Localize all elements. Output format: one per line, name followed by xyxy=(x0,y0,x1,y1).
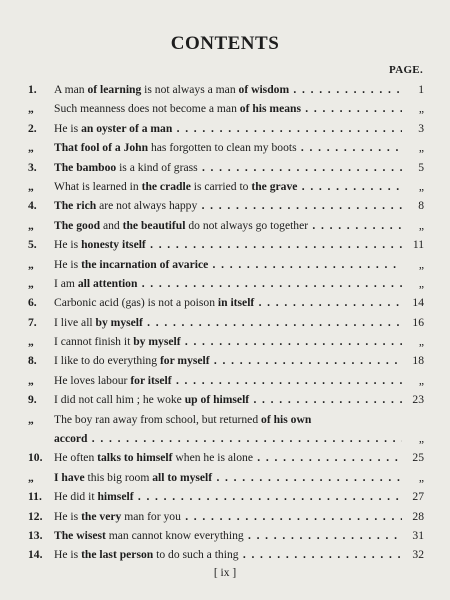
entry-emphasis: for itself xyxy=(130,373,172,387)
entry-segment: to do such a thing xyxy=(153,548,239,562)
entry-segment: I like to do everything xyxy=(54,354,160,368)
entry-page-number: 18 xyxy=(412,354,424,368)
entry-page-number: 14 xyxy=(412,296,424,310)
entry-page-number: „ xyxy=(418,257,424,271)
entry-number: 3. xyxy=(28,160,37,174)
entry-emphasis: the incarnation of avarice xyxy=(81,257,209,271)
entry-text xyxy=(54,177,402,196)
entry-page-number: „ xyxy=(418,141,424,155)
entry-page-number: 3 xyxy=(418,121,424,135)
toc-entry xyxy=(28,371,424,390)
entry-segment: do not always go together xyxy=(185,218,309,232)
entry-emphasis: of learning xyxy=(87,83,142,96)
entry-text xyxy=(54,410,402,429)
entry-segment: I am xyxy=(54,276,78,290)
entry-number: 12. xyxy=(28,509,43,523)
entry-emphasis: in itself xyxy=(217,296,255,310)
entry-page-number: 5 xyxy=(418,160,424,174)
entry-emphasis: the cradle xyxy=(141,179,191,193)
toc-entry xyxy=(28,429,424,448)
entry-emphasis: up of himself xyxy=(184,393,250,407)
entry-page-number: 1 xyxy=(418,83,424,96)
entry-page-number: „ xyxy=(418,102,424,116)
entry-text xyxy=(54,158,402,177)
entry-number: 14. xyxy=(28,548,43,562)
entry-emphasis: an oyster of a man xyxy=(81,121,173,135)
entry-segment: man cannot know everything xyxy=(105,528,244,542)
entry-segment: I did not call him ; he woke xyxy=(54,393,185,407)
entry-page-number: 31 xyxy=(412,528,424,542)
entry-page-number: 32 xyxy=(412,548,424,562)
entry-segment: this big room xyxy=(84,470,153,484)
entry-page-number: 27 xyxy=(412,490,424,504)
toc-entry xyxy=(28,332,424,351)
entry-emphasis: talks to himself xyxy=(97,451,173,465)
entry-segment: has forgotten to clean my boots xyxy=(148,141,297,155)
entry-emphasis: the beautiful xyxy=(122,218,186,232)
toc-entry xyxy=(28,235,424,254)
entry-page-number: 11 xyxy=(412,238,424,252)
toc-entry xyxy=(28,351,424,370)
toc-entry xyxy=(28,313,424,332)
entry-number: „ xyxy=(28,373,34,387)
toc-entry xyxy=(28,196,424,215)
entry-number: „ xyxy=(28,335,34,349)
page-title: CONTENTS xyxy=(170,33,280,54)
entry-emphasis: all attention xyxy=(77,276,138,290)
entry-segment: He is xyxy=(54,257,82,271)
entry-text xyxy=(54,293,402,312)
entry-segment: Such meanness does not become a man xyxy=(54,102,240,116)
entry-page-number: „ xyxy=(418,276,424,290)
entry-segment: is carried to xyxy=(190,179,252,193)
entry-page-number: 16 xyxy=(412,315,424,329)
entry-text xyxy=(54,80,402,99)
entry-emphasis: The good xyxy=(54,218,101,232)
entry-text xyxy=(54,216,402,235)
entry-segment: He is xyxy=(54,548,82,562)
toc-entry xyxy=(28,158,424,177)
entry-number: „ xyxy=(28,470,34,484)
entry-page-number: 25 xyxy=(412,451,424,465)
entry-page-number: 28 xyxy=(412,509,424,523)
entry-segment: He did it xyxy=(54,490,98,504)
entry-number: 10. xyxy=(28,451,43,465)
toc-entry xyxy=(28,293,424,312)
contents-list xyxy=(28,80,424,565)
entry-emphasis: accord xyxy=(54,432,88,446)
entry-text xyxy=(54,332,402,351)
entry-emphasis: I have xyxy=(54,470,85,484)
entry-page-number: 23 xyxy=(412,393,424,407)
entry-emphasis: by myself xyxy=(133,335,181,349)
entry-emphasis: for myself xyxy=(159,354,210,368)
entry-text xyxy=(54,274,402,293)
entry-number: 11. xyxy=(28,490,42,504)
entry-segment: He is xyxy=(54,121,82,135)
entry-number: „ xyxy=(28,141,34,155)
entry-page-number: „ xyxy=(418,335,424,349)
entry-number: „ xyxy=(28,218,34,232)
entry-page-number: „ xyxy=(418,470,424,484)
toc-entry xyxy=(28,119,424,138)
entry-emphasis: of his own xyxy=(261,412,312,426)
entry-number: 7. xyxy=(28,315,37,329)
entry-text xyxy=(54,196,402,215)
toc-entry xyxy=(28,255,424,274)
entry-text xyxy=(54,448,402,467)
entry-segment: I cannot finish it xyxy=(54,335,134,349)
entry-number: „ xyxy=(28,257,34,271)
entry-number: 2. xyxy=(28,121,37,135)
entry-text xyxy=(54,99,402,118)
entry-emphasis: by myself xyxy=(95,315,143,329)
toc-entry xyxy=(28,468,424,487)
entry-text xyxy=(54,119,402,138)
entry-segment: He is xyxy=(54,238,82,252)
entry-emphasis: the grave xyxy=(251,179,298,193)
toc-entry xyxy=(28,138,424,157)
entry-emphasis: The wisest xyxy=(54,528,106,542)
entry-segment: I live all xyxy=(54,315,96,329)
toc-entry xyxy=(28,216,424,235)
entry-text xyxy=(54,545,402,564)
entry-segment: is not always a man xyxy=(141,83,239,96)
entry-text xyxy=(54,507,402,526)
entry-segment: He loves labour xyxy=(54,373,131,387)
entry-segment: and xyxy=(100,218,123,232)
entry-text xyxy=(54,255,402,274)
entry-number: „ xyxy=(28,412,34,426)
entry-text xyxy=(54,390,402,409)
entry-number: „ xyxy=(28,179,34,193)
entry-number: 8. xyxy=(28,354,37,368)
toc-entry xyxy=(28,390,424,409)
entry-emphasis: the last person xyxy=(81,548,154,562)
entry-number: 5. xyxy=(28,238,37,252)
entry-number: „ xyxy=(28,102,34,116)
entry-emphasis: The bamboo xyxy=(54,160,117,174)
entry-number: 13. xyxy=(28,528,43,542)
entry-emphasis: of his means xyxy=(239,102,301,116)
entry-page-number: 8 xyxy=(418,199,424,213)
entry-emphasis: of wisdom xyxy=(238,83,290,96)
toc-entry xyxy=(28,526,424,545)
entry-text xyxy=(54,138,402,157)
entry-number: 9. xyxy=(28,393,37,407)
toc-entry xyxy=(28,487,424,506)
entry-segment: A man xyxy=(54,83,88,96)
entry-emphasis: the very xyxy=(81,509,122,523)
entry-page-number: „ xyxy=(418,218,424,232)
toc-entry xyxy=(28,80,424,99)
toc-entry xyxy=(28,448,424,467)
entry-text xyxy=(54,526,402,545)
toc-entry xyxy=(28,177,424,196)
entry-number: 1. xyxy=(28,83,37,96)
entry-emphasis: all to myself xyxy=(152,470,213,484)
entry-segment: Carbonic acid (gas) is not a poison xyxy=(54,296,218,310)
entry-number: 6. xyxy=(28,296,37,310)
entry-segment: are not always happy xyxy=(96,199,198,213)
entry-text xyxy=(54,487,402,506)
entry-text xyxy=(54,351,402,370)
entry-text xyxy=(54,429,402,448)
entry-text xyxy=(54,371,402,390)
entry-number: 4. xyxy=(28,199,37,213)
entry-emphasis: himself xyxy=(97,490,134,504)
entry-page-number: „ xyxy=(418,432,424,446)
entry-text xyxy=(54,235,402,254)
entry-segment: He is xyxy=(54,509,82,523)
page-number-footer: [ ix ] xyxy=(213,567,237,579)
entry-segment: when he is alone xyxy=(172,451,253,465)
toc-entry xyxy=(28,99,424,118)
toc-entry xyxy=(28,274,424,293)
entry-segment: What is learned in xyxy=(54,179,142,193)
entry-emphasis: That fool of a John xyxy=(54,141,149,155)
entry-page-number: „ xyxy=(418,373,424,387)
entry-emphasis: The rich xyxy=(54,199,97,213)
entry-emphasis: honesty itself xyxy=(81,238,146,252)
entry-segment: man for you xyxy=(121,509,181,523)
entry-page-number: „ xyxy=(418,179,424,193)
entry-segment: is a kind of grass xyxy=(116,160,198,174)
entry-text xyxy=(54,468,402,487)
page-column-header: PAGE. xyxy=(389,64,423,76)
entry-text xyxy=(54,313,402,332)
toc-entry xyxy=(28,507,424,526)
toc-entry xyxy=(28,410,424,429)
entry-number: „ xyxy=(28,276,34,290)
entry-segment: He often xyxy=(54,451,98,465)
toc-entry xyxy=(28,545,424,564)
entry-segment: The boy ran away from school, but returned xyxy=(54,412,262,426)
